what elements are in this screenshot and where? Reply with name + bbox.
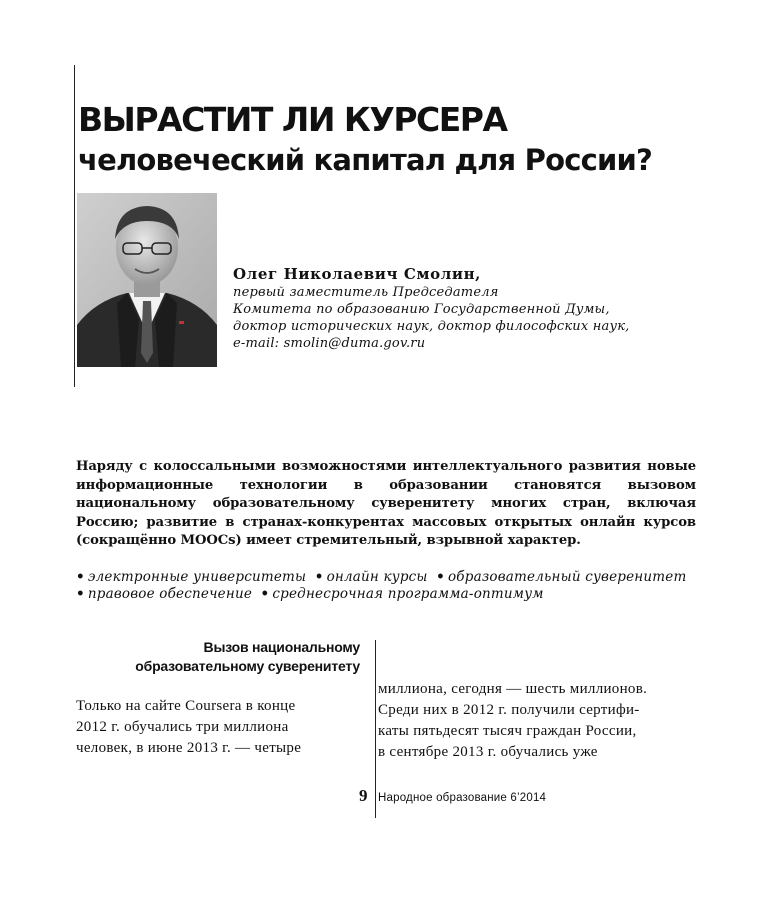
article-title-line-1: ВЫРАСТИТ ЛИ КУРСЕРА [78,100,507,139]
body-line: Среди них в 2012 г. получили сертифи- [378,702,640,718]
keyword-bullet: • [260,586,270,602]
author-position: первый заместитель Председателя [233,285,499,300]
author-name: Олег Николаевич Смолин, [233,265,481,283]
article-title-line-2: человеческий капитал для России? [78,143,653,177]
keyword-bullet: • [314,569,324,585]
author-degrees: доктор исторических наук, доктор философских наук, [233,319,630,334]
body-line: 2012 г. обучались три миллиона [76,719,289,735]
body-line: миллиона, сегодня — шесть миллионов. [378,681,648,697]
body-line: в сентябре 2013 г. обучались уже [378,744,598,760]
keywords-list [76,569,696,603]
journal-name: Народное образование 6’2014 [378,792,547,804]
section-heading [90,638,360,676]
keyword-item: образовательный суверенитет [447,569,687,585]
body-column-left [76,696,342,759]
body-column-right [378,679,678,763]
author-block [233,264,629,352]
article-abstract: Наряду с колоссальными возможностями интеллектуального развития новые информационные технологии в образовании становятся вызовом национальному образовательному суверенитету многих стран, включая Россию; развитие в странах-конкурентах массовых открытых онлайн курсов (сокращённо MOOCs) имеет стремительный, взрывной характер. [76,459,696,549]
keyword-item: среднесрочная программа-оптимум [272,586,544,602]
body-line: каты пятьдесят тысяч граждан России, [378,723,637,739]
body-line: Только на сайте Coursera в конце [76,698,296,714]
keyword-bullet: • [76,586,85,602]
body-line: человек, в июне 2013 г. — четыре [76,740,302,756]
page-number: 9 [359,786,368,805]
section-heading-line-1: Вызов национальному [203,639,360,655]
author-email[interactable]: e-mail: smolin@duma.gov.ru [233,336,426,351]
keyword-item: правовое обеспечение [87,586,253,602]
keyword-bullet: • [76,569,85,585]
author-photo [77,193,217,367]
left-vertical-rule [74,65,75,387]
keyword-item: онлайн курсы [326,569,428,585]
section-heading-line-2: образовательному суверенитету [135,658,360,674]
column-divider-rule [375,640,376,818]
author-affiliation: Комитета по образованию Государственной Думы, [233,302,610,317]
keyword-bullet: • [436,569,445,585]
keyword-item: электронные университеты [87,569,307,585]
